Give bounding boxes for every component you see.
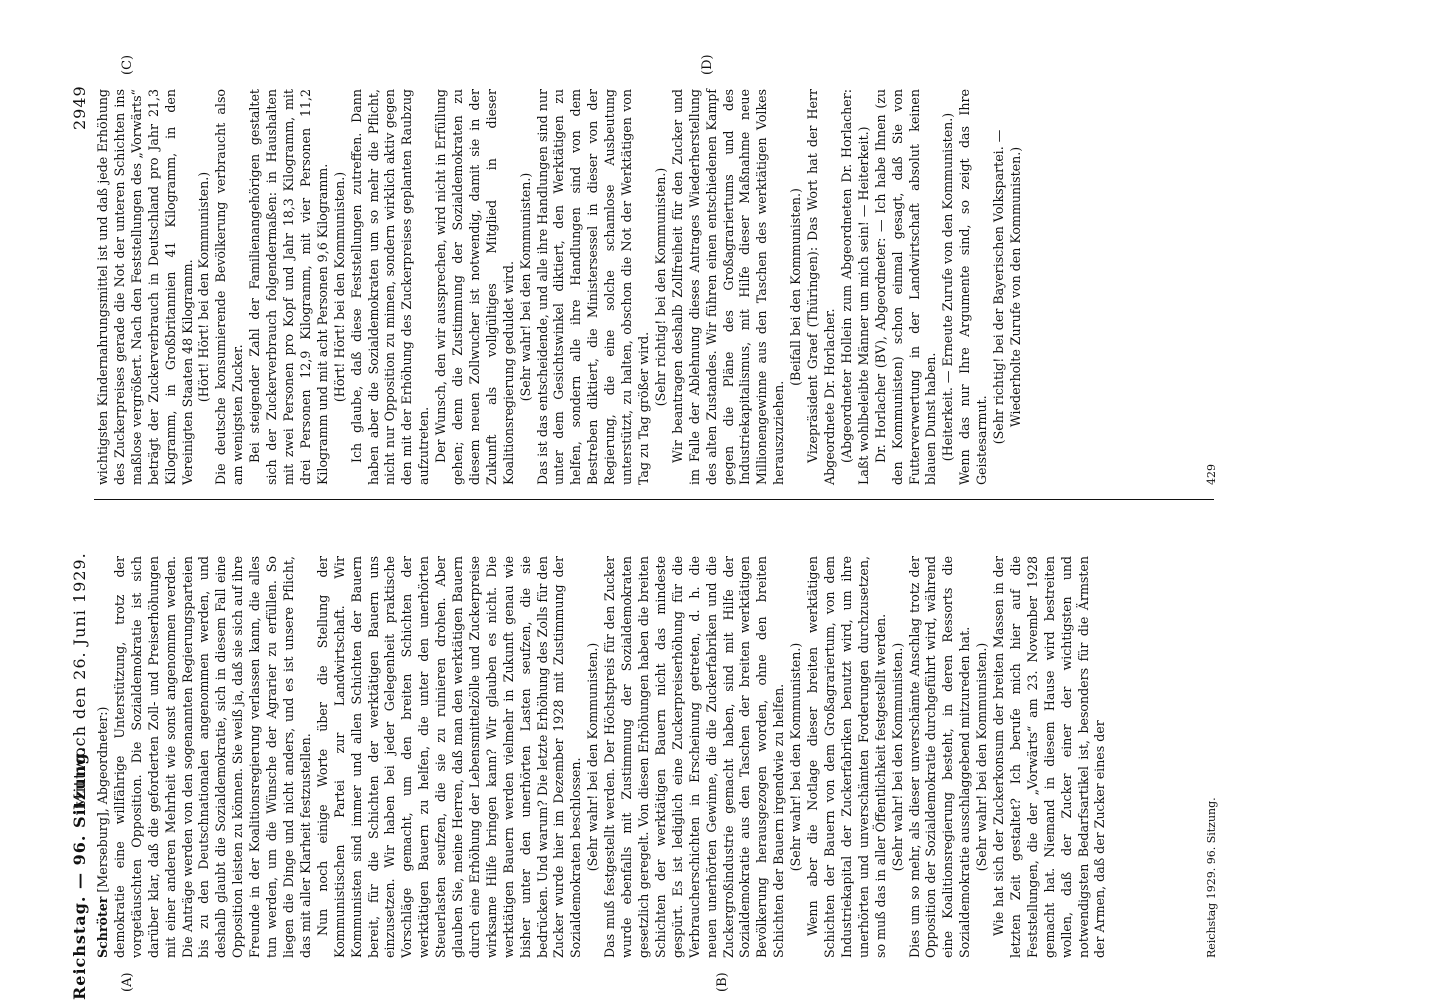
paragraph	[805, 89, 839, 485]
paragraph-text: (Sehr wahr! bei den Kommunisten.)	[889, 642, 905, 872]
paragraph-text: Ich glaube, daß diese Feststellungen zutreffen. Dann haben aber die Sozialdemokraten um so mehr die Pflicht, nicht nur Opposition zu mimen, sondern wirklich aktiv gegen den mit der Erhöhung des Zuckerpreises geplanten Raubzug aufzutreten.	[348, 89, 432, 485]
page-header	[0, 0, 89, 1000]
paragraph-text: wichtigsten Kindernahrungsmittel ist und daß jede Erhöhung des Zuckerpreises gerade die Not der unteren Schichten ins maßlose vergrößert. Nach den Feststellungen des „Vorwärts“ beträgt der Zuckerverbrauch in Deutschland pro Jahr 21,3 Kilogramm, in Großbritannien 41 Kilogramm, in den Vereinigten Staaten 48 Kilogramm.	[95, 89, 195, 485]
marker-b: (B)	[715, 972, 730, 992]
paragraph-text: Dr. Horlacher (BV), Abgeordneter: — Ich habe Ihnen (zu den Kommunisten) schon einmal gesagt, daß Sie von Futterverwertung in der Landwirtschaft absolut keinen blauen Dunst haben.	[872, 89, 939, 485]
paragraph	[433, 89, 518, 485]
paragraph	[213, 89, 247, 485]
paragraph	[805, 556, 890, 958]
paragraph	[788, 89, 805, 485]
paragraph-text: (Sehr richtig! bei der Bayerischen Volkspartei. — Wiederholte Zurufe von den Kommunisten.)	[991, 129, 1023, 445]
header-date: Mittwoch den 26. Juni 1929.	[70, 552, 89, 810]
paragraph-text: (Hört! Hört! bei den Kommunisten.)	[196, 171, 212, 403]
paragraph	[95, 89, 196, 485]
paragraph-text: (Sehr wahr! bei den Kommunisten.)	[517, 172, 533, 402]
paragraph	[788, 556, 805, 958]
paragraph	[890, 556, 907, 958]
paragraph-text: demokratie eine willfährige Unterstützung, trotz der vorgetäuschten Opposition. Die Sozialdemokratie ist sich darüber klar, daß die geforderten Zoll- und Preiserhöhungen mit einer anderen Mehrheit wie sonst angenommen werden. Die Anträge werden von den sogenannten Regierungsparteien bis zu den Deutschnationalen angenommen werden, und deshalb glaubt die Sozialdemokratie, sich in diesem Fall eine Opposition leisten zu können. Sie weiß ja, daß sie sich auf ihre Freunde in der Koalitionsregierung verlassen kann, die alles tun werden, um die Wünsche der Agrarier zu erfüllen. So liegen die Dinge und nicht anders, und es ist unsere Pflicht, das mit aller Klarheit festzustellen.	[111, 556, 313, 958]
paragraph-text: (Sehr wahr! bei den Kommunisten.)	[788, 642, 804, 872]
paragraph	[112, 556, 315, 958]
paragraph	[196, 89, 213, 485]
page-number: 2949	[70, 85, 89, 130]
paragraph-text: Wie hat sich der Zuckerkonsum der breiten Massen in der letzten Zeit gestaltet? Ich berufe mich hier auf die Feststellungen, die der „Vorwärts“ am 23. November 1928 gemacht hat. Niemand in diesem Hause wird bestreiten wollen, daß der Zucker einer der wichtigsten und notwendigsten Bedarfsartikel ist, besonders für die Ärmsten der Armen, daß der Zucker eines der	[991, 556, 1108, 958]
paragraph-text: [Merseburg], Abgeordneter:)	[95, 706, 110, 893]
paragraph-text: (Sehr wahr! bei den Kommunisten.)	[585, 642, 601, 872]
paragraph	[535, 89, 653, 485]
paragraph-text: (Sehr wahr! bei den Kommunisten.)	[974, 642, 990, 872]
header-left: Reichstag. — 96. Sitzung.	[70, 745, 89, 1000]
paragraph	[873, 89, 941, 485]
paragraph	[907, 556, 975, 958]
paragraph	[602, 556, 788, 958]
footer-left: Reichstag 1929. 96. Sitzung.	[1205, 797, 1218, 958]
paragraph-text: (Hört! Hört! bei den Kommunisten.)	[331, 171, 347, 403]
marker-a: (A)	[120, 972, 135, 992]
paragraph-text: Dies um so mehr, als dieser unverschämte Anschlag trotz der Opposition der Sozialdemokratie durchgeführt wird, während eine Koalitionsregierung besteht, in deren Ressorts die Sozialdemokratie ausschlaggebend mitzureden hat.	[906, 556, 973, 958]
paragraph	[991, 556, 1109, 958]
paragraph	[315, 556, 586, 958]
paragraph-text: Der Wunsch, den wir aussprechen, wird nicht in Erfüllung gehen; denn die Zustimmung der Sozialdemokraten zu diesem neuen Zollwucher ist notwendig, damit sie in der Zukunft als vollgültiges Mitglied in dieser Koalitionsregierung geduldet wird.	[433, 89, 516, 485]
paragraph	[670, 89, 788, 485]
paragraph-text: Wenn aber die Notlage dieser breiten werktätigen Schichten der Bauern von dem Großagrariertum, von dem Industriekapital der Zuckerfabriken benutzt wird, um ihre unerhörten und unverschämten Forderungen durchzusetzen, so muß das in aller Öffentlichkeit festgestellt werden.	[805, 556, 888, 958]
paragraph	[957, 89, 991, 485]
paragraph-text: Vizepräsident Graef (Thüringen): Das Wort hat der Herr Abgeordnete Dr. Horlacher.	[805, 89, 837, 485]
column-divider	[94, 499, 1214, 500]
paragraph	[974, 556, 991, 958]
paragraph-text: (Abgeordneter Hollein zum Abgeordneten Dr. Horlacher: Laßt wohlbeleibte Männer um mich sein! — Heiterkeit.)	[838, 89, 871, 485]
paragraph-text: (Beifall bei den Kommunisten.)	[788, 188, 804, 386]
paragraph-text: Die deutsche konsumierende Bevölkerung verbraucht also am wenigsten Zucker.	[213, 89, 246, 485]
marker-c: (C)	[120, 54, 135, 75]
paragraph	[653, 89, 670, 485]
footer-right: 429	[1205, 464, 1218, 485]
marker-d: (D)	[700, 54, 715, 75]
paragraph-text: Wir beantragen deshalb Zollfreiheit für den Zucker und im Falle der Ablehnung dieses Antrages Wiederherstellung des alten Zustandes. Wir führen einen entschiedenen Kampf gegen die Pläne des Großagrariertums und des Industriekapitalismus, mit Hilfe dieser Maßnahme neue Millionengewinne aus den Taschen des werktätigen Volkes herauszuziehen.	[669, 89, 787, 485]
column-right	[95, 89, 1025, 485]
paragraph	[940, 89, 957, 485]
paragraph-text: (Sehr richtig! bei den Kommunisten.)	[652, 167, 668, 407]
paragraph	[585, 556, 602, 958]
paragraph	[349, 89, 434, 485]
column-left	[95, 556, 1109, 958]
paragraph	[839, 89, 873, 485]
paragraph	[247, 89, 332, 485]
paragraph-text: Wenn das nur Ihre Argumente sind, so zeigt das Ihre Geistesarmut.	[957, 89, 990, 485]
paragraph	[518, 89, 535, 485]
paragraph-text: Bei steigender Zahl der Familienangehörigen gestaltet sich der Zuckerverbrauch folgendermaßen: in Haushalten mit zwei Personen pro Kopf und Jahr 18,3 Kilogramm, mit drei Personen 12,9 Kilogramm, mit vier Personen 11,2 Kilogramm und mit acht Personen 9,6 Kilogramm.	[247, 89, 330, 485]
speaker-name: Schröter	[95, 896, 110, 958]
paragraph-text: Das ist das entscheidende, und alle ihre Handlungen sind nur unter dem Gesichtswinkel diktiert, den Werktätigen zu helfen, sondern alle ihre Handlungen sind von dem Bestreben diktiert, die Ministersessel in dieser von der Regierung, die eine solche schamlose Ausbeutung unterstützt, zu halten, obschon die Not der Werktätigen von Tag zu Tag größer wird.	[534, 89, 651, 485]
paragraph	[991, 89, 1025, 485]
paragraph-text: Nun noch einige Worte über die Stellung der Kommunistischen Partei zur Landwirtschaft. Wir Kommunisten sind immer und allen Schichten der Bauern bereit, für die Schichten der werktätigen Bauern uns einzusetzen. Wir haben bei jeder Gelegenheit praktische Vorschläge gemacht, um den breiten Schichten der werktätigen Bauern zu helfen, die unter den unerhörten Steuerlasten seufzen, die sie zu ruinieren drohen. Aber glauben Sie, meine Herren, daß man den werktätigen Bauern durch eine Erhöhung der Lebensmittelzölle und Zuckerpreise wirksame Hilfe bringen kann? Wir glauben es nicht. Die werktätigen Bauern werden vielmehr in Zukunft genau wie bisher unter den unerhörten Lasten seufzen, die sie bedrücken. Und warum? Die letzte Erhöhung des Zolls für den Zucker wurde hier im Dezember 1928 mit Zustimmung der Sozialdemokraten beschlossen.	[314, 556, 584, 958]
paragraph	[95, 556, 112, 958]
paragraph	[332, 89, 349, 485]
paragraph-text: Das muß festgestellt werden. Der Höchstpreis für den Zucker wurde ebenfalls mit Zustimmung der Sozialdemokraten gesetzlich geregelt. Von diesen Erhöhungen haben die breiten Schichten der werktätigen Bauern nicht das mindeste gespürt. Es ist lediglich eine Zuckerpreiserhöhung für die Verbraucherschichten in Erscheinung getreten, d. h. die neuen unerhörten Gewinne, die die Zuckerfabriken und die Zuckergroßindustrie gemacht haben, sind mit Hilfe der Sozialdemokratie aus den Taschen der breiten werktätigen Bevölkerung herausgezogen worden, ohne den breiten Schichten der Bauern irgendwie zu helfen.	[602, 556, 787, 958]
paragraph-text: (Heiterkeit. — Erneute Zurufe von den Kommunisten.)	[940, 112, 956, 462]
